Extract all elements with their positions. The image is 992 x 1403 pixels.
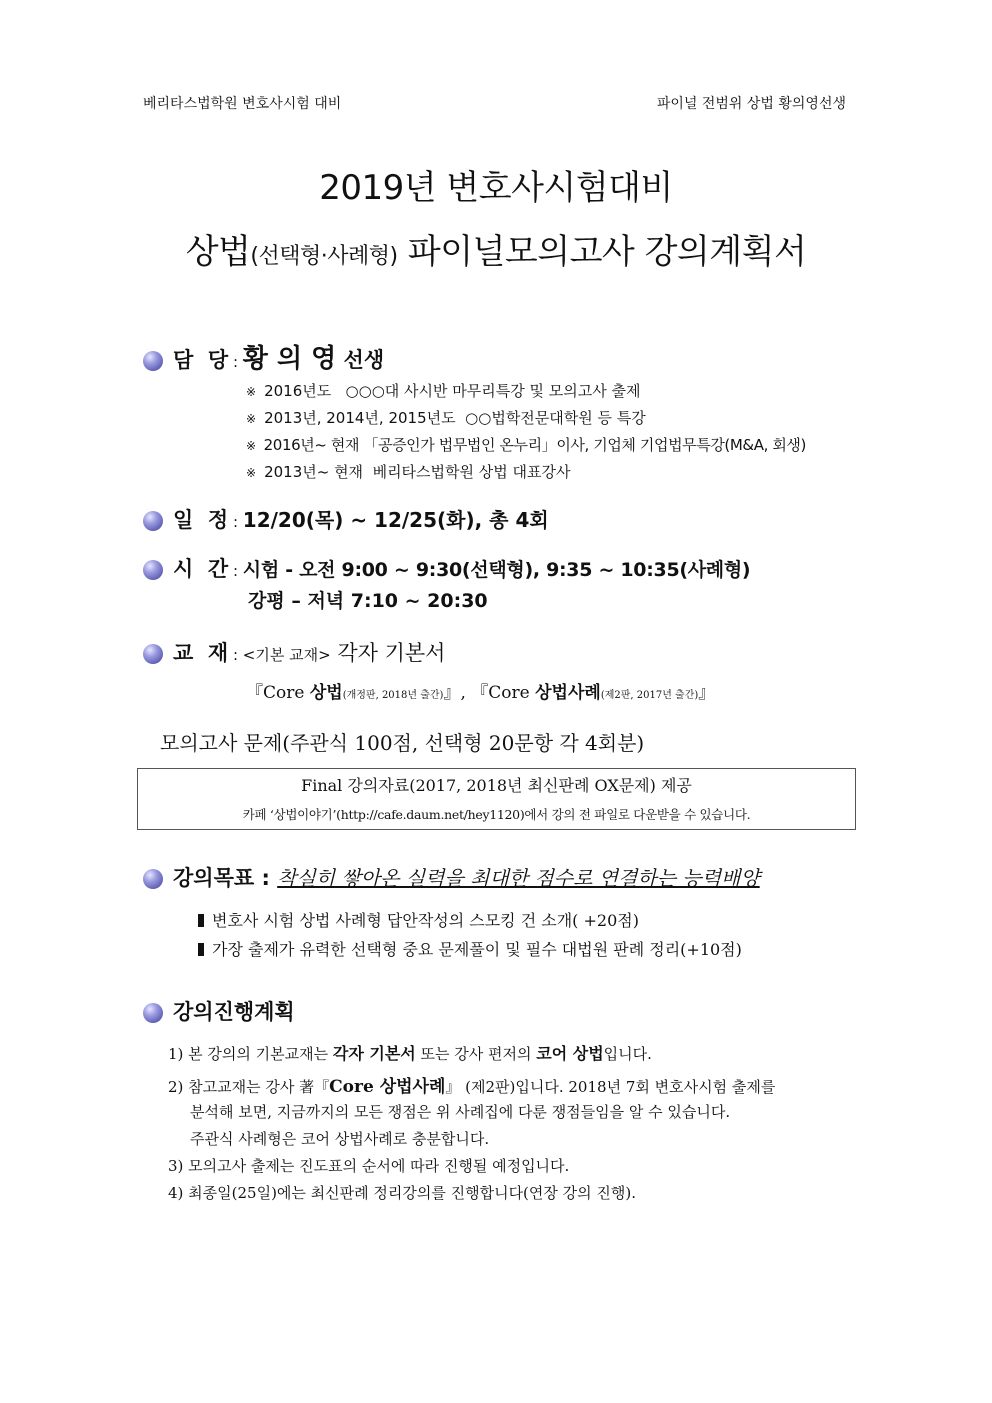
schedule-colon: : — [228, 513, 243, 531]
plan-text: 1) 본 강의의 기본교재는 — [168, 1045, 333, 1063]
plan-bold: 코어 상법 — [536, 1044, 604, 1063]
goal-item — [198, 908, 639, 931]
plan-text: 2) 참고교재는 강사 著『 — [168, 1078, 330, 1096]
book2-title: 상법사례 — [535, 683, 601, 703]
textbook-books — [246, 678, 715, 703]
goal-label: 강의목표 : — [173, 866, 278, 890]
schedule-section — [143, 504, 549, 534]
instructor-note — [246, 461, 571, 482]
bullet-icon — [143, 1003, 163, 1023]
plan-item-2-line2: 분석해 보면, 지금까지의 모든 쟁점은 위 사례집에 다룬 쟁점들임을 알 수 있습니다. — [190, 1103, 731, 1121]
book2-edition: (제2판, 2017년 출간) — [600, 690, 699, 701]
note-text: 2016년~ 현재 「공증인가 법무법인 온누리」이사, 기업체 기업법무특강(M&A, 회생) — [263, 436, 806, 454]
square-bullet-icon — [198, 943, 204, 956]
book1-close: 』, — [443, 683, 472, 703]
plan-bold: Core 상법사례 — [329, 1077, 446, 1097]
note-mark-icon: ※ — [246, 385, 257, 399]
plan-item-2-line3: 주관식 사례형은 코어 상법사례로 충분합니다. — [190, 1130, 490, 1148]
book1-open: 『Core — [246, 683, 310, 703]
bullet-icon — [143, 560, 163, 580]
page-title-line1: 2019년 변호사시험대비 — [319, 168, 673, 208]
book1-title: 상법 — [309, 683, 343, 703]
material-box-note: 카페 ‘상법이야기’(http://cafe.daum.net/hey1120)에서 강의 전 파일로 다운받을 수 있습니다. — [242, 807, 751, 822]
book2-open: 『Core — [471, 683, 536, 703]
time-label: 시 간 — [173, 557, 229, 581]
note-text: 2013년, 2014년, 2015년도 ○○법학전문대학원 등 특강 — [264, 409, 646, 427]
goal-value: 착실히 쌓아온 실력을 최대한 점수로 연결하는 능력배양 — [277, 866, 760, 890]
plan-label: 강의진행계획 — [173, 1000, 295, 1024]
textbook-basic-label: <기본 교재> — [242, 646, 331, 664]
plan-item-2 — [168, 1072, 775, 1097]
instructor-note — [246, 434, 806, 455]
goal-item — [198, 937, 742, 960]
time-line2: 강평 – 저녁 7:10 ~ 20:30 — [248, 590, 488, 612]
textbook-label: 교 재 — [173, 641, 229, 665]
note-text: 2013년~ 현재 베리타스법학원 상법 대표강사 — [264, 463, 571, 481]
title-rest: 파이널모의고사 강의계획서 — [397, 232, 807, 272]
page-title-line2 — [0, 224, 992, 273]
bullet-icon — [143, 511, 163, 531]
plan-section — [143, 996, 295, 1026]
book2-close: 』 — [698, 683, 716, 703]
note-text: 2016년도 ○○○대 사시반 마무리특강 및 모의고사 출제 — [264, 382, 641, 400]
time-line1: 시험 - 오전 9:00 ~ 9:30(선택형), 9:35 ~ 10:35(사례형) — [242, 559, 751, 581]
book1-edition: (개정판, 2018년 출간) — [342, 690, 444, 701]
plan-text: 』 (제2판)입니다. 2018년 7회 변호사시험 출제를 — [445, 1078, 776, 1096]
textbook-basic-value: 각자 기본서 — [330, 641, 446, 665]
textbook-colon: : — [228, 646, 243, 664]
note-mark-icon: ※ — [246, 412, 257, 426]
note-mark-icon: ※ — [246, 466, 257, 480]
instructor-label: 담 당 — [173, 348, 229, 372]
schedule-label: 일 정 — [173, 508, 229, 532]
plan-item-4: 4) 최종일(25일)에는 최신판례 정리강의를 진행합니다(연장 강의 진행). — [168, 1184, 637, 1202]
header-right: 파이널 전범위 상법 황의영선생 — [656, 96, 846, 112]
time-section — [143, 553, 750, 583]
square-bullet-icon — [198, 914, 204, 927]
bullet-icon — [143, 644, 163, 664]
plan-text: 입니다. — [603, 1045, 652, 1063]
goal-item-text: 변호사 시험 상법 사례형 답안작성의 스모킹 건 소개( +20점) — [212, 911, 639, 930]
material-box-title: Final 강의자료(2017, 2018년 최신판례 OX문제) 제공 — [301, 776, 692, 795]
material-box — [137, 768, 856, 830]
goal-section — [143, 862, 760, 892]
plan-text: 또는 강사 편저의 — [415, 1045, 537, 1063]
mock-exam-text: 모의고사 문제(주관식 100점, 선택형 20문항 각 4회분) — [160, 731, 645, 755]
time-colon: : — [228, 562, 243, 580]
instructor-colon: : — [228, 353, 243, 371]
title-subject-sub: (선택형·사례형) — [250, 244, 398, 269]
title-subject: 상법 — [185, 232, 251, 272]
instructor-suffix: 선생 — [336, 348, 385, 372]
schedule-value: 12/20(목) ~ 12/25(화), 총 4회 — [242, 508, 549, 532]
instructor-name: 황 의 영 — [242, 344, 337, 374]
instructor-section — [143, 338, 384, 375]
plan-item-3: 3) 모의고사 출제는 진도표의 순서에 따라 진행될 예정입니다. — [168, 1157, 570, 1175]
goal-item-text: 가장 출제가 유력한 선택형 중요 문제풀이 및 필수 대법원 판례 정리(+10점) — [212, 940, 742, 959]
textbook-section — [143, 637, 445, 667]
bullet-icon — [143, 869, 163, 889]
bullet-icon — [143, 351, 163, 371]
plan-bold: 각자 기본서 — [332, 1044, 416, 1063]
header-left: 베리타스법학원 변호사시험 대비 — [143, 96, 342, 112]
plan-item-1 — [168, 1041, 652, 1064]
instructor-note — [246, 380, 640, 401]
instructor-note — [246, 407, 646, 428]
note-mark-icon: ※ — [246, 439, 256, 453]
